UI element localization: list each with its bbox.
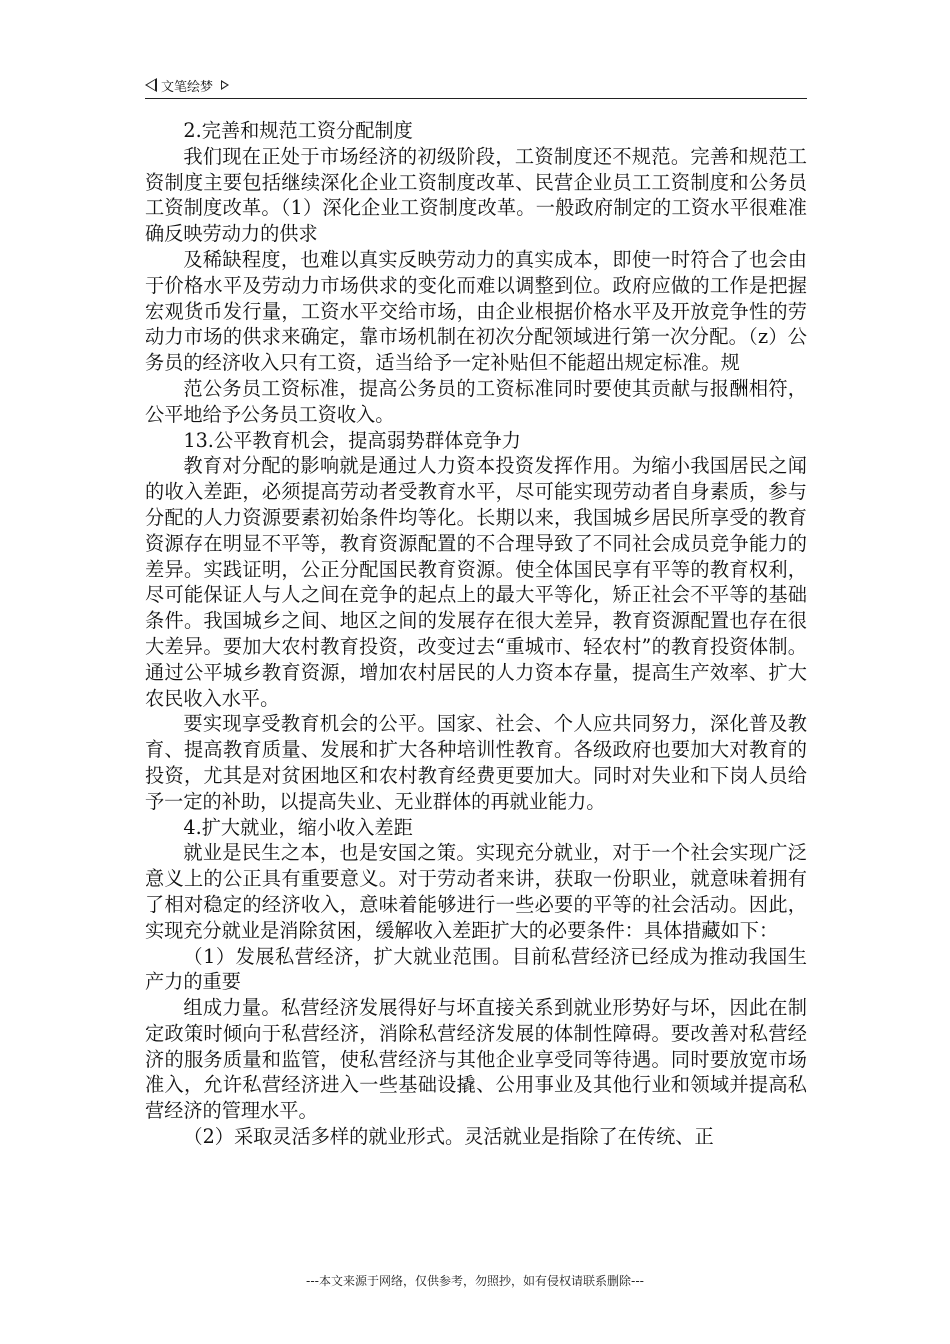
paragraph: （2）采取灵活多样的就业形式。灵活就业是指除了在传统、正 bbox=[183, 1125, 714, 1149]
paragraph: 及稀缺程度，也难以真实反映劳动力的真实成本，即使一时符合了也会由于价格水平及劳动力市场供求的变化而难以调整到位。政府应做的工作是把握宏观货币发行量，工资水平交给市场，由企业根据价格水平及开放竞争性的劳动力市场的供求来确定，靠市场机制在初次分配领域进行第一次分配。（z）公务员的经济收入只有工资，适当给予一定补贴但不能超出规定标准。规 bbox=[145, 247, 807, 375]
section-heading: 13.公平教育机会，提高弱势群体竞争力 bbox=[183, 428, 521, 452]
page-footer: ---本文来源于网络，仅供参考，勿照抄，如有侵权请联系删除--- bbox=[306, 1274, 644, 1288]
paragraph: 我们现在正处于市场经济的初级阶段，工资制度还不规范。完善和规范工资制度主要包括继续深化企业工资制度改革、民营企业员工工资制度和公务员工资制度改革。（1）深化企业工资制度改革。一般政府制定的工资水平很难准确反映劳动力的供求 bbox=[145, 144, 807, 246]
triangle-right-icon bbox=[221, 80, 229, 90]
document-body bbox=[145, 118, 807, 1150]
triangle-left-icon bbox=[145, 78, 157, 92]
section-heading: 2.完善和规范工资分配制度 bbox=[183, 119, 413, 142]
paragraph: 组成力量。私营经济发展得好与坏直接关系到就业形势好与坏，因此在制定政策时倾向于私营经济，消除私营经济发展的体制性障碍。要改善对私营经济的服务质量和监管，使私营经济与其他企业享受同等待遇。同时要放宽市场准入，允许私营经济进入一些基础设撬、公用事业及其他行业和领域并提高私营经济的管理水平。 bbox=[145, 996, 807, 1123]
paragraph: 就业是民生之本，也是安国之策。实现充分就业，对于一个社会实现广泛意义上的公正具有重要意义。对于劳动者来讲，获取一份职业，就意味着拥有了相对稳定的经济收入，意味着能够进行一些必要的平等的社会活动。因此，实现充分就业是消除贫困，缓解收入差距扩大的必要条件：具体措藏如下： bbox=[145, 841, 807, 942]
section-heading: 4.扩大就业，缩小收入差距 bbox=[183, 815, 413, 839]
paragraph: 教育对分配的影响就是通过人力资本投资发挥作用。为缩小我国居民之闻的收入差距，必须提高劳动者受教育水平，尽可能实现劳动者自身素质，参与分配的人力资源要素初始条件均等化。长期以来，我国城乡居民所享受的教育资源存在明显不平等，教育资源配置的不合理导致了不同社会成员竞争能力的差异。实践证明，公正分配国民教育资源。使全体国民享有平等的教育权利，尽可能保证人与人之间在竞争的起点上的最大平等化，矫正社会不平等的基础条件。我国城乡之间、地区之间的发展存在很大差异，教育资源配置也存在很大差异。要加大农村教育投资，改变过去“重城市、轻农村”的教育投资体制。通过公平城乡教育资源，增加农村居民的人力资本存量，提高生产效率、扩大农民收入水平。 bbox=[145, 454, 807, 710]
paragraph: （1）发展私营经济，扩大就业范围。目前私营经济已经成为推动我国生产力的重要 bbox=[145, 944, 807, 994]
paragraph: 范公务员工资标准，提高公务员的工资标准同时要使其贡献与报酬相符，公平地给予公务员工资收入。 bbox=[145, 376, 807, 426]
paragraph: 要实现享受教育机会的公平。国家、社会、个人应共同努力，深化普及教育、提高教育质量、发展和扩大各种培训性教育。各级政府也要加大对教育的投资，尤其是对贫困地区和农村教育经费更要加大。同时对失业和下岗人员给予一定的补助，以提高失业、无业群体的再就业能力。 bbox=[145, 712, 807, 813]
header-title: 文笔绘梦 bbox=[161, 79, 214, 95]
page-header bbox=[145, 72, 807, 99]
